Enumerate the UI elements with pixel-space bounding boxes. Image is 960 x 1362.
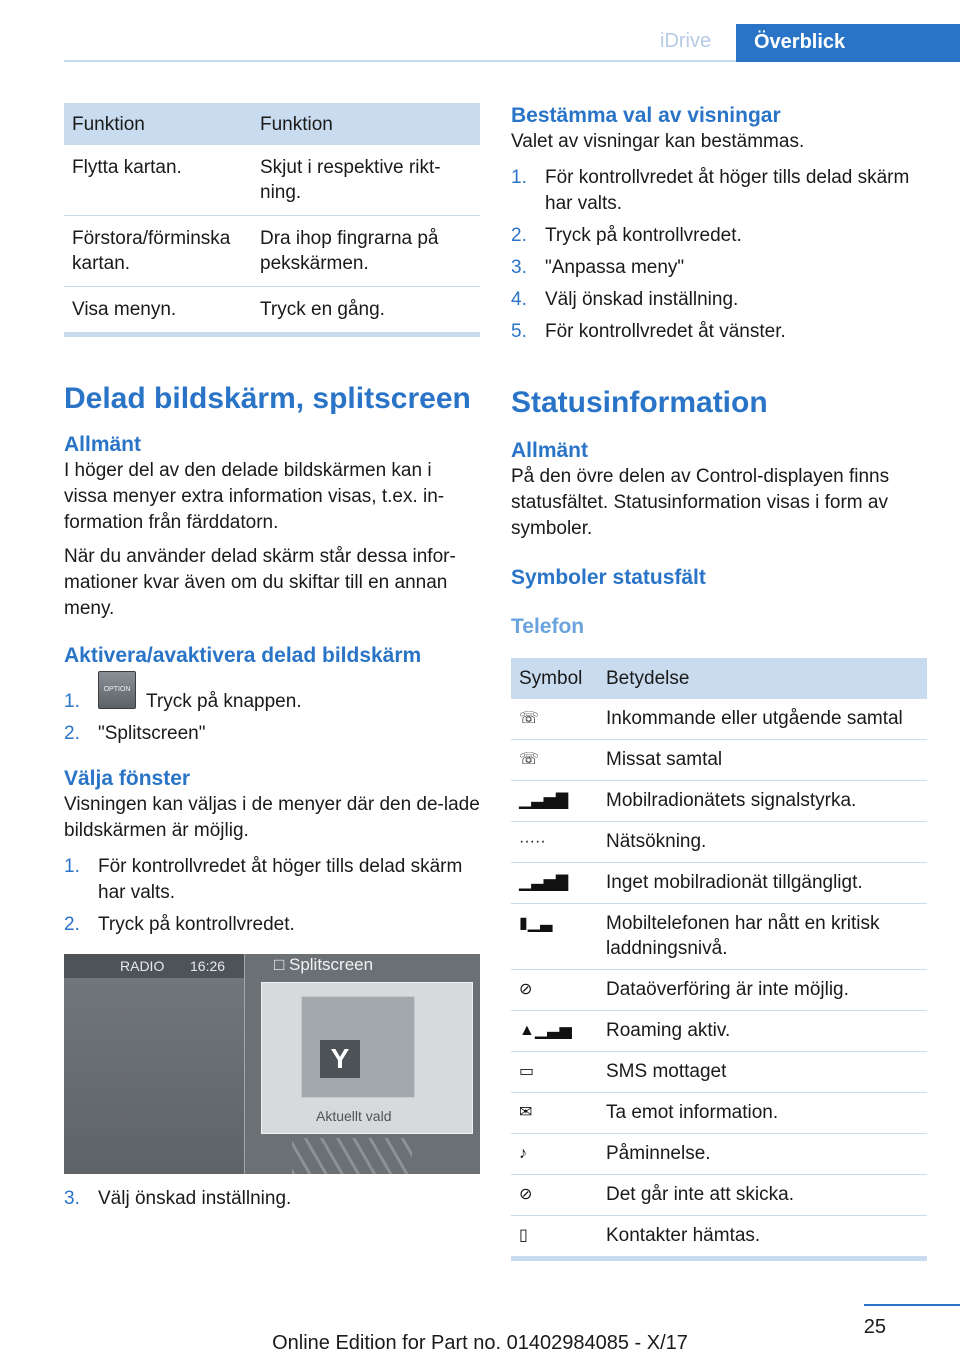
section-title: Statusinformation [511,386,768,419]
table-cell: Skjut i respektive rikt-ning. [252,145,480,216]
no-network-icon: ▁▃▅▇ [511,863,598,904]
table-header: Funktion [64,103,252,145]
table-row [511,1134,927,1175]
step-text: "Splitscreen" [98,723,206,744]
list-item [511,223,927,249]
bell-icon: ♪ [511,1134,598,1175]
symbol-description: Det går inte att skicka. [598,1175,927,1216]
symbol-description: Roaming aktiv. [598,1011,927,1052]
edition-footer: Online Edition for Part no. 01402984085 - X/17 [272,1332,688,1354]
right-column [511,102,927,1261]
function-table [64,103,480,337]
symbol-table [511,658,927,1261]
subsection-title: Telefon [511,615,585,638]
paragraph: Valet av visningar kan bestämmas. [511,131,805,152]
table-row [511,970,927,1011]
page-number: 25 [863,1316,886,1338]
table-row [511,1216,927,1259]
step-list [64,854,480,938]
step-text: Välj önskad inställning. [98,1188,292,1209]
network-search-icon: ····· [511,822,598,863]
table-header: Betydelse [598,658,927,699]
paragraph: Visningen kan väljas i de menyer där den de-lade bildskärmen är möjlig. [64,794,480,841]
subsection-title: Allmänt [64,433,142,456]
missed-call-icon: ☏ [511,740,598,781]
symbol-description: Missat samtal [598,740,927,781]
table-header: Symbol [511,658,598,699]
table-row [511,822,927,863]
step-list [64,1186,480,1212]
table-cell: Flytta kartan. [64,145,252,216]
paragraph: När du använder delad skärm står dessa infor-mationer kvar även om du skiftar till en annan meny. [64,546,456,619]
roaming-icon: ▲▁▃▅ [511,1011,598,1052]
route-sign-icon: Y [320,1040,360,1078]
table-row [511,1175,927,1216]
step-number: 1. [64,856,80,877]
step-number: 5. [511,321,527,342]
table-row [511,781,927,822]
table-cell: Dra ihop fingrarna på pekskärmen. [252,216,480,287]
section-title: Delad bildskärm, splitscreen [64,382,471,415]
no-data-transfer-icon: ⊘ [511,970,598,1011]
subsection-title: Bestämma val av visningar [511,104,781,127]
step-number: 1. [511,167,527,188]
symbol-description: Nätsökning. [598,822,927,863]
current-selection-label: Aktuellt vald [316,1108,392,1124]
symbol-description: Mobilradionätets signalstyrka. [598,781,927,822]
step-list [511,165,927,345]
left-pane [64,954,245,1174]
header-tab: Överblick [736,24,960,62]
table-row [511,699,927,740]
table-row [511,740,927,781]
splitscreen-label: □ Splitscreen [274,955,374,974]
table-row [64,216,480,287]
table-row [64,287,480,335]
symbol-description: Ta emot information. [598,1093,927,1134]
list-item [64,912,480,938]
header-section: iDrive [660,30,712,52]
cannot-send-icon: ⊘ [511,1175,598,1216]
table-row [511,1052,927,1093]
road-pattern [292,1138,412,1174]
table-cell: Tryck en gång. [252,287,480,335]
option-button-icon: OPTION [98,671,136,709]
step-number: 2. [511,225,527,246]
table-row [511,904,927,970]
list-item [64,721,480,747]
step-number: 1. [64,691,80,712]
list-item [64,679,480,715]
table-cell: Visa menyn. [64,287,252,335]
step-text: För kontrollvredet åt vänster. [545,321,786,342]
step-text: Välj önskad inställning. [545,289,739,310]
list-item [64,854,480,906]
step-number: 3. [511,257,527,278]
step-text: "Anpassa meny" [545,257,685,278]
symbol-description: Inkommande eller utgående samtal [598,699,927,740]
clock-label: 16:26 [190,958,226,974]
radio-label: RADIO [120,958,165,974]
subsection-title: Symboler statusfält [511,566,706,589]
list-item [511,165,927,217]
step-list [64,679,480,747]
list-item [511,287,927,313]
paragraph: På den övre delen av Control-displayen finns statusfältet. Statusinformation visas i form av symboler. [511,466,890,539]
envelope-icon: ✉ [511,1093,598,1134]
step-number: 2. [64,723,80,744]
symbol-description: Dataöverföring är inte möjlig. [598,970,927,1011]
step-text: Tryck på kontrollvredet. [98,914,295,935]
table-row [511,1011,927,1052]
left-column [64,103,480,1212]
signal-strength-icon: ▁▃▅▇ [511,781,598,822]
subsection-title: Aktivera/avaktivera delad bildskärm [64,644,422,667]
symbol-description: Påminnelse. [598,1134,927,1175]
table-header: Funktion [252,103,480,145]
table-row [511,863,927,904]
low-battery-icon: ▮▁▃ [511,904,598,970]
splitscreen-screenshot [64,954,480,1174]
symbol-description: SMS mottaget [598,1052,927,1093]
phone-call-icon: ☏ [511,699,598,740]
step-text: För kontrollvredet åt höger tills delad skärm har valts. [545,167,910,214]
list-item [511,255,927,281]
subsection-title: Allmänt [511,439,589,462]
table-row [511,1093,927,1134]
step-text: Tryck på knappen. [146,691,302,712]
symbol-description: Mobiltelefonen har nått en kritisk laddningsnivå. [598,904,927,970]
step-number: 2. [64,914,80,935]
contacts-icon: ▯ [511,1216,598,1259]
step-number: 4. [511,289,527,310]
subsection-title: Välja fönster [64,767,191,790]
step-text: För kontrollvredet åt höger tills delad skärm har valts. [98,856,463,903]
step-number: 3. [64,1188,80,1209]
table-cell: Förstora/förminska kartan. [64,216,252,287]
list-item [511,319,927,345]
footer-rule [864,1304,960,1306]
sms-icon: ▭ [511,1052,598,1093]
paragraph: I höger del av den delade bildskärmen kan i vissa menyer extra information visas, t.ex. in-formation från färddatorn. [64,460,445,533]
list-item [64,1186,480,1212]
step-text: Tryck på kontrollvredet. [545,225,742,246]
table-row [64,145,480,216]
symbol-description: Kontakter hämtas. [598,1216,927,1259]
symbol-description: Inget mobilradionät tillgängligt. [598,863,927,904]
